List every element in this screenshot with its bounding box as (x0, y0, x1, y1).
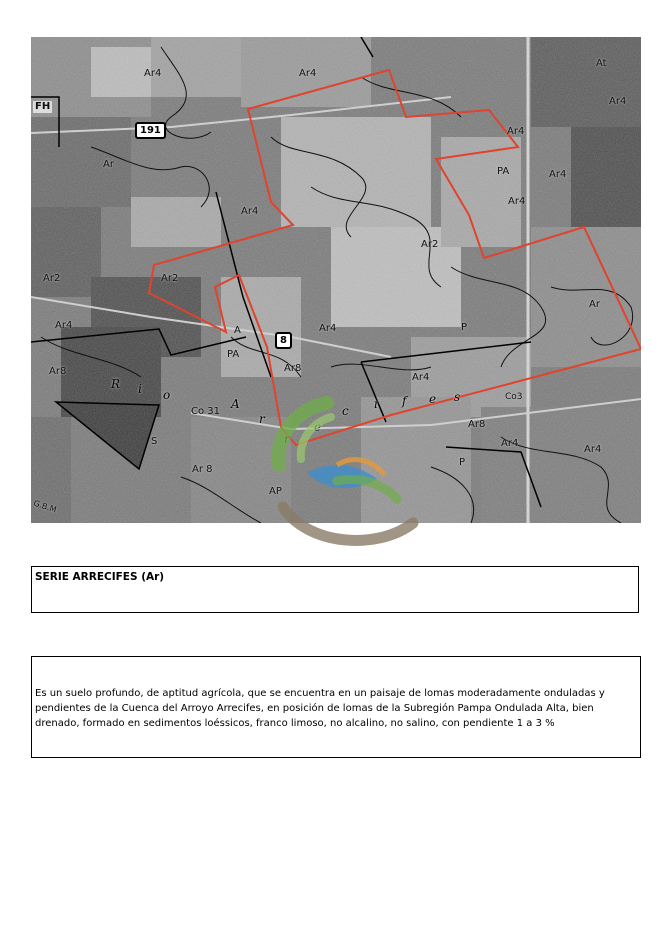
river-letter: c (342, 404, 349, 418)
soil-label: Ar2 (43, 273, 61, 284)
river-letter: f (402, 394, 407, 408)
soil-label: Ar4 (144, 68, 162, 79)
soil-label: Ar4 (55, 320, 73, 331)
map-graphics (31, 37, 641, 523)
soil-label: Co 31 (191, 406, 221, 417)
route-shield: 8 (275, 332, 292, 349)
soil-label: Ar4 (319, 323, 337, 334)
serie-title-box (31, 566, 639, 613)
river-letter: r (284, 432, 290, 446)
soil-label: Ar4 (501, 438, 519, 449)
river-letter: s (454, 390, 461, 404)
soil-label: Ar (589, 299, 600, 310)
soil-label: Ar4 (507, 126, 525, 137)
soil-label: G.B.M (32, 498, 58, 515)
serie-title: SERIE ARRECIFES (Ar) (35, 571, 165, 583)
soil-label: Ar 8 (192, 464, 213, 475)
soil-label: Ar4 (508, 196, 526, 207)
soil-label: Ar (103, 159, 114, 170)
river-letter: A (231, 397, 240, 411)
serie-description-box (31, 656, 641, 758)
soil-label: PA (227, 349, 240, 360)
soil-label: Co3 (505, 392, 523, 402)
soil-label: FH (35, 101, 51, 112)
soil-label: Ar4 (241, 206, 259, 217)
river-letter: r (259, 412, 265, 426)
soil-label: P (459, 457, 466, 468)
serie-description: Es un suelo profundo, de aptitud agrícola, que se encuentra en un paisaje de lomas moderadamente onduladas y pendientes de la Cuenca del Arroyo Arrecifes, en posición de lomas de la Subregión Pampa Ondulada Alta, bien drenado, formado en sedimentos loéssicos, franco limoso, no alcalino, no salino, con pendiente 1 a 3 % (35, 688, 605, 729)
soil-label: Ar4 (549, 169, 567, 180)
river-letter: e (314, 420, 322, 434)
soil-label: AP (269, 486, 282, 497)
river-letter: R (111, 377, 121, 391)
soil-label: At (596, 58, 607, 69)
soil-label: Ar8 (284, 363, 302, 374)
soil-label: Ar2 (421, 239, 439, 250)
soil-label: Ar4 (584, 444, 602, 455)
river-letter: e (429, 392, 437, 406)
river-letter: i (374, 397, 378, 411)
soil-label: Ar2 (161, 273, 179, 284)
soil-label: S (151, 436, 158, 447)
soil-label: Ar4 (609, 96, 627, 107)
river-letter: i (138, 382, 142, 396)
soil-label: A (234, 325, 241, 336)
soil-label: Ar4 (299, 68, 317, 79)
river-letter: o (163, 388, 171, 402)
aerial-soil-map (31, 37, 641, 523)
soil-label: PA (497, 166, 510, 177)
soil-label: Ar4 (412, 372, 430, 383)
soil-label: Ar8 (49, 366, 67, 377)
soil-label: P (461, 322, 468, 333)
soil-label: Ar8 (468, 419, 486, 430)
route-shield: 191 (135, 122, 166, 139)
